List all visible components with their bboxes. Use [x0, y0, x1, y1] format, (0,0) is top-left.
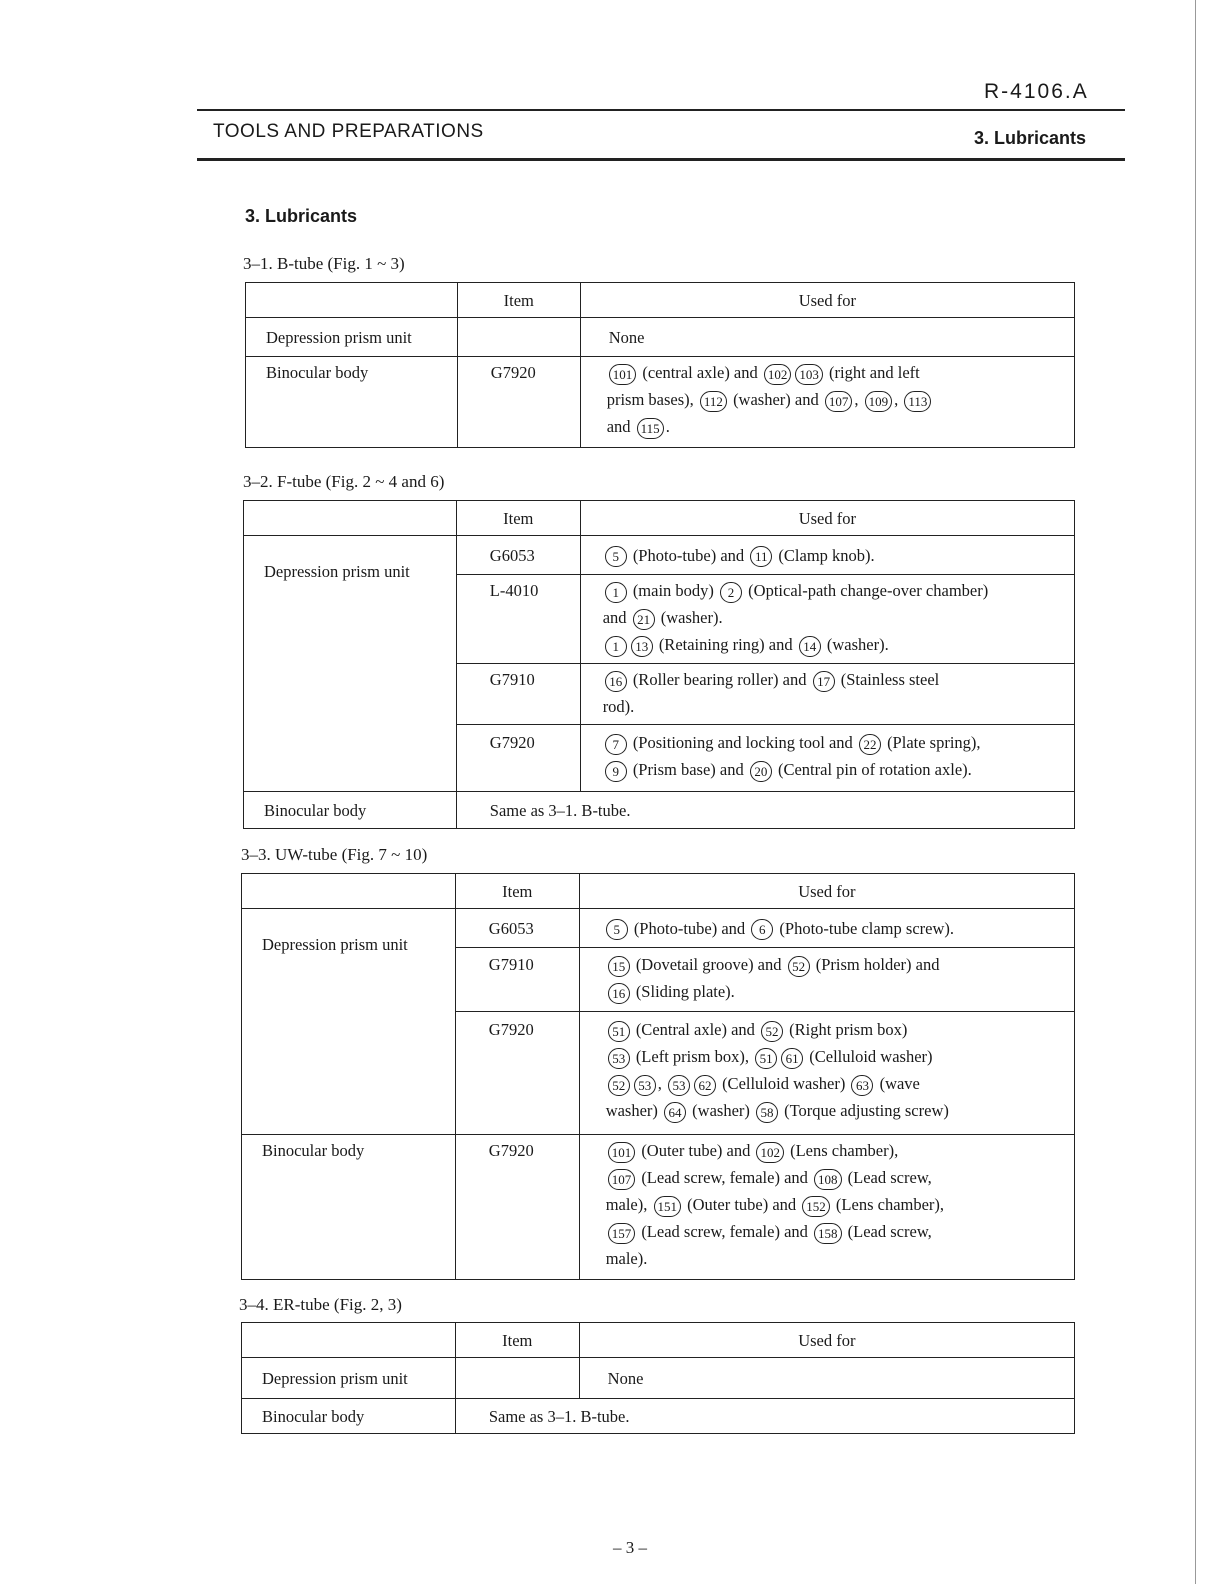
reference-number: 61 — [781, 1048, 803, 1069]
reference-number: 9 — [605, 761, 627, 782]
page-number: – 3 – — [613, 1538, 647, 1557]
reference-number: 52 — [788, 956, 810, 977]
reference-number: 151 — [654, 1196, 682, 1217]
reference-number: 62 — [694, 1075, 716, 1096]
used-for-line — [604, 915, 1074, 942]
col-header-item: Item — [456, 501, 580, 536]
row-used-for — [580, 536, 1074, 575]
used-for-text: None — [607, 1368, 644, 1388]
used-for-text: (Lead screw, female) and — [637, 1222, 813, 1241]
row-code: L-4010 — [456, 575, 580, 664]
reference-number: 113 — [904, 391, 931, 412]
reference-number: 63 — [851, 1075, 873, 1096]
used-for-text: (Torque adjusting screw) — [780, 1101, 949, 1120]
used-for-text: (right and left — [824, 363, 920, 382]
reference-number: 22 — [859, 734, 881, 755]
subsection-heading: 3–3. UW-tube (Fig. 7 ~ 10) — [241, 845, 428, 864]
used-for-text: rod). — [602, 697, 635, 716]
uw-tube-table — [241, 873, 1075, 1280]
row-used-for — [579, 1358, 1074, 1399]
row-part: Depression prism unit — [246, 318, 458, 357]
used-for-line — [606, 978, 1074, 1005]
used-for-text: (Outer tube) and — [683, 1195, 801, 1214]
used-for-text: washer) — [605, 1101, 663, 1120]
row-code: G7910 — [456, 664, 580, 725]
used-for-text: (Celluloid washer) — [805, 1047, 933, 1066]
reference-number: 52 — [608, 1075, 630, 1096]
reference-number: 1 — [605, 636, 627, 657]
used-for-text: (Lead screw, — [843, 1222, 932, 1241]
used-for-line — [606, 1070, 1074, 1097]
reference-number: 16 — [605, 671, 627, 692]
used-for-text: (Dovetail groove) and — [631, 955, 786, 974]
section-title: 3. Lubricants — [245, 206, 358, 226]
used-for-line — [603, 542, 1074, 569]
reference-number: 13 — [631, 636, 653, 657]
used-for-text: (Lens chamber), — [785, 1141, 899, 1160]
used-for-text: and — [602, 608, 631, 627]
used-for-text: (Photo-tube) and — [628, 545, 749, 565]
row-used-for — [580, 725, 1074, 792]
reference-number: 6 — [751, 919, 773, 940]
reference-number: 101 — [608, 1142, 636, 1163]
reference-number: 108 — [814, 1169, 842, 1190]
reference-number: 53 — [668, 1075, 690, 1096]
row-code: G6053 — [456, 536, 580, 575]
row-part: Depression prism unit — [244, 536, 457, 792]
row-code: G6053 — [455, 909, 579, 948]
reference-number: 1 — [605, 582, 627, 603]
used-for-text: (Stainless steel — [836, 670, 940, 689]
reference-number: 158 — [814, 1223, 842, 1244]
used-for-text: (washer) and — [728, 390, 823, 409]
used-for-text: (Central pin of rotation axle). — [773, 760, 972, 779]
reference-number: 2 — [720, 582, 742, 603]
row-part: Depression prism unit — [242, 909, 456, 1135]
col-header-used-for: Used for — [580, 501, 1074, 536]
used-for-line — [607, 359, 1074, 386]
used-for-text: (Clamp knob). — [774, 545, 875, 565]
used-for-line — [608, 1365, 1074, 1392]
used-for-line — [603, 756, 1074, 783]
header-bottom-rule — [197, 158, 1125, 161]
row-part: Binocular body — [242, 1135, 456, 1280]
used-for-text: (wave — [875, 1074, 920, 1093]
row-used-for — [579, 1135, 1074, 1280]
used-for-text: (Right prism box) — [785, 1020, 908, 1039]
row-part: Binocular body — [242, 1399, 456, 1434]
row-part: Depression prism unit — [242, 1358, 456, 1399]
row-used-for — [579, 909, 1074, 948]
row-code: G7920 — [456, 725, 580, 792]
document-number: R-4106.A — [984, 80, 1089, 103]
used-for-text: (washer) — [688, 1101, 755, 1120]
used-for-text: (Retaining ring) and — [654, 635, 797, 654]
b-tube-table — [245, 282, 1075, 448]
used-for-text: , — [657, 1074, 666, 1093]
row-used-for: Same as 3–1. B-tube. — [455, 1399, 1074, 1434]
reference-number: 14 — [799, 636, 821, 657]
row-part: Binocular body — [246, 357, 458, 448]
used-for-line — [603, 666, 1074, 693]
row-part: Binocular body — [244, 792, 457, 829]
reference-number: 107 — [608, 1169, 636, 1190]
used-for-text: (washer). — [822, 635, 889, 654]
reference-number: 15 — [608, 956, 630, 977]
used-for-text: (central axle) and — [638, 363, 762, 382]
used-for-line — [606, 1245, 1074, 1272]
used-for-text: None — [608, 327, 645, 347]
row-used-for — [580, 575, 1074, 664]
used-for-text: (Positioning and locking tool and — [628, 733, 857, 752]
used-for-text: (Lead screw, — [843, 1168, 932, 1187]
row-used-for — [580, 357, 1074, 448]
reference-number: 5 — [606, 919, 628, 940]
col-header-item: Item — [455, 1323, 579, 1358]
used-for-line — [606, 951, 1074, 978]
col-header-used-for: Used for — [579, 1323, 1074, 1358]
subsection-heading: 3–2. F-tube (Fig. 2 ~ 4 and 6) — [243, 472, 445, 491]
row-used-for: Same as 3–1. B-tube. — [456, 792, 1074, 829]
reference-number: 53 — [608, 1048, 630, 1069]
used-for-text: (Left prism box), — [631, 1047, 754, 1066]
used-for-text: (Photo-tube clamp screw). — [775, 918, 954, 938]
used-for-line — [603, 631, 1074, 658]
er-tube-table — [241, 1322, 1075, 1434]
row-code: G7920 — [455, 1135, 579, 1280]
used-for-text: male), — [605, 1195, 652, 1214]
used-for-text: (washer). — [656, 608, 723, 627]
used-for-text: (Outer tube) and — [637, 1141, 755, 1160]
reference-number: 58 — [756, 1102, 778, 1123]
used-for-text: (Optical-path change-over chamber) — [744, 581, 989, 600]
used-for-line — [607, 413, 1074, 440]
used-for-text: (Photo-tube) and — [629, 918, 750, 938]
used-for-text: (main body) — [628, 581, 719, 600]
used-for-line — [603, 577, 1074, 604]
row-code — [455, 1358, 579, 1399]
used-for-text: (Lead screw, female) and — [637, 1168, 813, 1187]
used-for-line — [607, 386, 1074, 413]
f-tube-table — [243, 500, 1075, 829]
reference-number: 102 — [764, 364, 792, 385]
reference-number: 21 — [633, 609, 655, 630]
reference-number: 103 — [795, 364, 823, 385]
row-used-for — [580, 318, 1074, 357]
row-code: G7920 — [457, 357, 580, 448]
reference-number: 102 — [756, 1142, 784, 1163]
used-for-text: prism bases), — [606, 390, 698, 409]
used-for-line — [606, 1097, 1074, 1124]
used-for-text: (Prism base) and — [628, 760, 748, 779]
reference-number: 53 — [634, 1075, 656, 1096]
reference-number: 5 — [605, 546, 627, 567]
used-for-text: . — [665, 417, 670, 436]
used-for-text: (Lens chamber), — [831, 1195, 945, 1214]
used-for-line — [609, 324, 1074, 351]
col-header-item: Item — [457, 283, 580, 318]
used-for-line — [606, 1043, 1074, 1070]
page-edge-line — [1195, 0, 1196, 1584]
used-for-text: and — [606, 417, 635, 436]
used-for-text: (Celluloid washer) — [717, 1074, 850, 1093]
reference-number: 109 — [865, 391, 893, 412]
used-for-line — [606, 1016, 1074, 1043]
reference-number: 51 — [755, 1048, 777, 1069]
used-for-line — [606, 1191, 1074, 1218]
used-for-line — [603, 729, 1074, 756]
subsection-heading: 3–1. B-tube (Fig. 1 ~ 3) — [243, 254, 405, 273]
reference-number: 20 — [750, 761, 772, 782]
used-for-line — [606, 1137, 1074, 1164]
reference-number: 107 — [825, 391, 853, 412]
used-for-line — [606, 1164, 1074, 1191]
subsection-heading: 3–4. ER-tube (Fig. 2, 3) — [239, 1295, 402, 1314]
reference-number: 112 — [700, 391, 727, 412]
col-header-used-for: Used for — [579, 874, 1074, 909]
reference-number: 101 — [609, 364, 637, 385]
row-used-for — [579, 1012, 1074, 1135]
row-code: G7910 — [455, 948, 579, 1012]
row-used-for — [580, 664, 1074, 725]
used-for-line — [606, 1218, 1074, 1245]
used-for-text: , — [854, 390, 863, 409]
reference-number: 152 — [802, 1196, 830, 1217]
col-header-item: Item — [455, 874, 579, 909]
row-code: G7920 — [455, 1012, 579, 1135]
reference-number: 51 — [608, 1021, 630, 1042]
used-for-text: (Sliding plate). — [631, 982, 735, 1001]
used-for-line — [603, 693, 1074, 720]
header-right-title: 3. Lubricants — [974, 128, 1087, 148]
used-for-text: , — [894, 390, 903, 409]
reference-number: 157 — [608, 1223, 636, 1244]
header-left-title: TOOLS AND PREPARATIONS — [213, 121, 484, 142]
reference-number: 64 — [664, 1102, 686, 1123]
row-used-for — [579, 948, 1074, 1012]
used-for-text: (Central axle) and — [631, 1020, 760, 1039]
reference-number: 16 — [608, 983, 630, 1004]
used-for-text: (Plate spring), — [882, 733, 981, 752]
reference-number: 115 — [637, 418, 664, 439]
header-top-rule — [197, 109, 1125, 111]
row-code — [457, 318, 580, 357]
used-for-text: male). — [605, 1249, 648, 1268]
reference-number: 11 — [750, 546, 772, 567]
used-for-text: (Roller bearing roller) and — [628, 670, 811, 689]
used-for-text: (Prism holder) and — [811, 955, 940, 974]
reference-number: 7 — [605, 734, 627, 755]
col-header-used-for: Used for — [580, 283, 1074, 318]
reference-number: 17 — [813, 671, 835, 692]
reference-number: 52 — [761, 1021, 783, 1042]
used-for-line — [603, 604, 1074, 631]
